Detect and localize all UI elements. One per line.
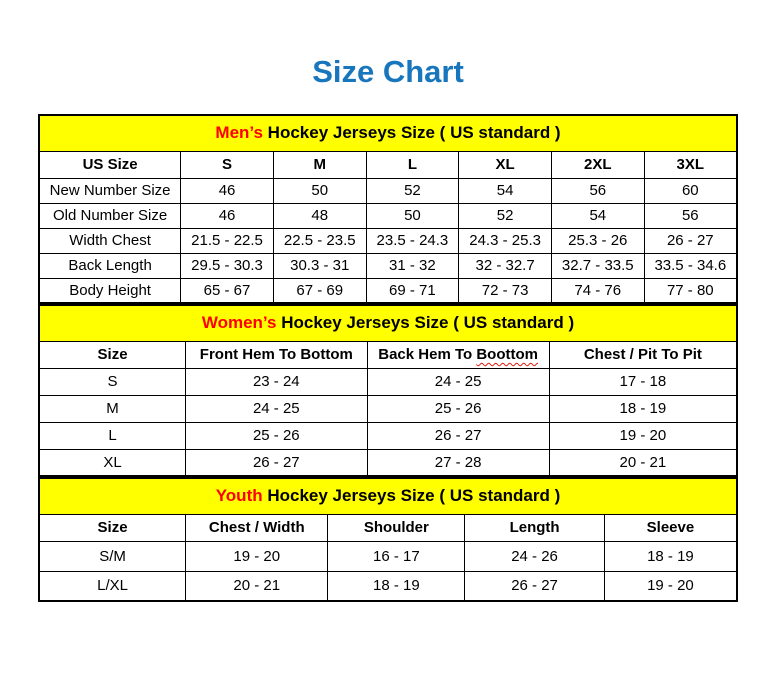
column-header: S [181,151,274,178]
data-cell: 24 - 26 [465,541,605,571]
youth-banner: Youth Hockey Jerseys Size ( US standard ) [39,478,737,514]
data-cell: 67 - 69 [273,278,366,303]
womens-header-row [39,341,737,368]
row-label-cell: Width Chest [39,228,181,253]
row-label-cell: M [39,395,186,422]
row-label-cell: New Number Size [39,178,181,203]
row-label-cell: Body Height [39,278,181,303]
data-cell: 52 [459,203,552,228]
table-row [39,278,737,303]
data-cell: 72 - 73 [459,278,552,303]
data-cell: 25.3 - 26 [551,228,644,253]
column-header: Back Hem To Boottom [367,341,549,368]
youth-size-table [38,477,738,602]
womens-size-table [38,304,738,477]
data-cell: 18 - 19 [604,541,737,571]
data-cell: 26 - 27 [367,422,549,449]
banner-highlight: Women’s [201,313,277,333]
data-cell: 25 - 26 [186,422,367,449]
column-header: Shoulder [328,514,465,541]
column-header: L [366,151,459,178]
data-cell: 18 - 19 [549,395,737,422]
data-cell: 19 - 20 [186,541,328,571]
data-cell: 32.7 - 33.5 [551,253,644,278]
womens-banner: Women’s Hockey Jerseys Size ( US standard ) [39,305,737,341]
data-cell: 24.3 - 25.3 [459,228,552,253]
data-cell: 16 - 17 [328,541,465,571]
data-cell: 65 - 67 [181,278,274,303]
youth-header-row [39,514,737,541]
data-cell: 56 [551,178,644,203]
table-row [39,571,737,601]
data-cell: 29.5 - 30.3 [181,253,274,278]
column-header: Chest / Width [186,514,328,541]
table-row [39,541,737,571]
data-cell: 52 [366,178,459,203]
data-cell: 22.5 - 23.5 [273,228,366,253]
page-title: Size Chart [312,54,464,89]
column-header: Size [39,514,186,541]
data-cell: 20 - 21 [549,449,737,476]
table-row [39,228,737,253]
data-cell: 77 - 80 [644,278,737,303]
row-label-cell: L [39,422,186,449]
table-row [39,449,737,476]
table-row [39,422,737,449]
banner-highlight: Men’s [215,123,263,143]
table-row [39,203,737,228]
mens-size-table [38,114,738,304]
data-cell: 24 - 25 [186,395,367,422]
data-cell: 46 [181,178,274,203]
data-cell: 26 - 27 [465,571,605,601]
data-cell: 54 [551,203,644,228]
data-cell: 19 - 20 [604,571,737,601]
size-chart-tables [38,114,738,602]
data-cell: 69 - 71 [366,278,459,303]
row-label-cell: Old Number Size [39,203,181,228]
mens-header-row [39,151,737,178]
column-header: Length [465,514,605,541]
row-label-cell: XL [39,449,186,476]
table-row [39,253,737,278]
data-cell: 19 - 20 [549,422,737,449]
banner-highlight: Youth [215,486,263,506]
row-label-cell: S/M [39,541,186,571]
data-cell: 30.3 - 31 [273,253,366,278]
data-cell: 46 [181,203,274,228]
column-header: 3XL [644,151,737,178]
column-header: M [273,151,366,178]
column-header: US Size [39,151,181,178]
data-cell: 23 - 24 [186,368,367,395]
data-cell: 24 - 25 [367,368,549,395]
data-cell: 20 - 21 [186,571,328,601]
data-cell: 56 [644,203,737,228]
data-cell: 23.5 - 24.3 [366,228,459,253]
data-cell: 50 [366,203,459,228]
column-header: Size [39,341,186,368]
data-cell: 26 - 27 [186,449,367,476]
data-cell: 74 - 76 [551,278,644,303]
column-header: XL [459,151,552,178]
data-cell: 33.5 - 34.6 [644,253,737,278]
column-header: Chest / Pit To Pit [549,341,737,368]
mens-banner-row [39,115,737,151]
data-cell: 32 - 32.7 [459,253,552,278]
youth-banner-row [39,478,737,514]
table-row [39,368,737,395]
data-cell: 18 - 19 [328,571,465,601]
data-cell: 50 [273,178,366,203]
data-cell: 54 [459,178,552,203]
womens-banner-row [39,305,737,341]
data-cell: 25 - 26 [367,395,549,422]
data-cell: 26 - 27 [644,228,737,253]
row-label-cell: S [39,368,186,395]
data-cell: 60 [644,178,737,203]
size-chart-page [0,54,776,602]
data-cell: 21.5 - 22.5 [181,228,274,253]
table-row [39,178,737,203]
data-cell: 31 - 32 [366,253,459,278]
mens-banner: Men’s Hockey Jerseys Size ( US standard ) [39,115,737,151]
data-cell: 17 - 18 [549,368,737,395]
data-cell: 27 - 28 [367,449,549,476]
row-label-cell: L/XL [39,571,186,601]
misspelled-word: Boottom [476,346,538,363]
column-header: Sleeve [604,514,737,541]
table-row [39,395,737,422]
data-cell: 48 [273,203,366,228]
column-header: Front Hem To Bottom [186,341,367,368]
row-label-cell: Back Length [39,253,181,278]
column-header: 2XL [551,151,644,178]
